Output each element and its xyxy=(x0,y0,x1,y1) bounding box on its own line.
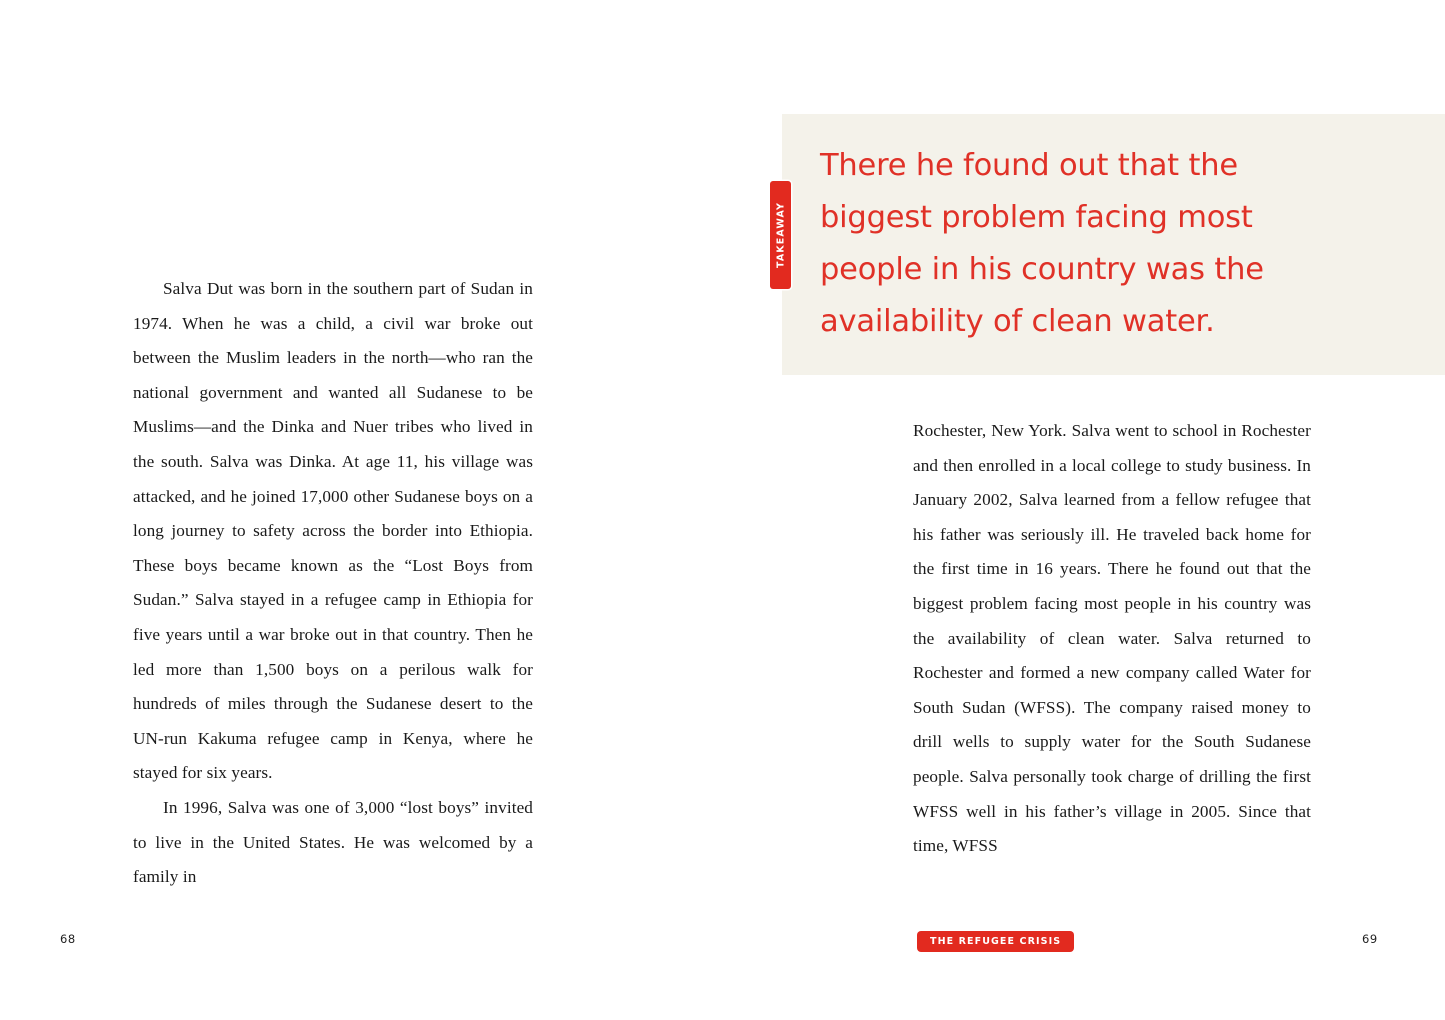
takeaway-tab-label: TAKEAWAY xyxy=(775,201,786,269)
takeaway-tab xyxy=(770,181,791,289)
paragraph: Rochester, New York. Salva went to school in Rochester and then enrolled in a local college to study business. In January 2002, Salva learned from a fellow refugee that his father was seriously ill. He traveled back home for the first time in 16 years. There he found out that the biggest problem facing most people in his country was the availability of clean water. Salva returned to Rochester and formed a new company called Water for South Sudan (WFSS). The company raised money to drill wells to supply water for the South Sudanese people. Salva personally took charge of drilling the first WFSS well in his father’s village in 2005. Since that time, WFSS xyxy=(913,421,1311,856)
left-page-text-column xyxy=(133,272,533,895)
page-number-left: 68 xyxy=(60,932,76,946)
right-page-text-column xyxy=(913,414,1311,864)
running-head-badge: THE REFUGEE CRISIS xyxy=(917,931,1074,952)
takeaway-callout xyxy=(782,114,1445,375)
page-number-right: 69 xyxy=(1362,932,1378,946)
paragraph: Salva Dut was born in the southern part of Sudan in 1974. When he was a child, a civil war broke out between the Muslim leaders in the north—who ran the national government and wanted all Sudanese to be Muslims—and the Dinka and Nuer tribes who lived in the south. Salva was Dinka. At age 11, his village was attacked, and he joined 17,000 other Sudanese boys on a long journey to safety across the border into Ethiopia. These boys became known as the “Lost Boys from Sudan.” Salva stayed in a refugee camp in Ethiopia for five years until a war broke out in that country. Then he led more than 1,500 boys on a perilous walk for hundreds of miles through the Sudanese desert to the UN-run Kakuma refugee camp in Kenya, where he stayed for six years. xyxy=(133,279,533,783)
takeaway-quote-text: There he found out that the biggest problem facing most people in his country was the availability of clean water. xyxy=(820,148,1264,339)
paragraph: In 1996, Salva was one of 3,000 “lost boys” invited to live in the United States. He was welcomed by a family in xyxy=(133,797,533,887)
